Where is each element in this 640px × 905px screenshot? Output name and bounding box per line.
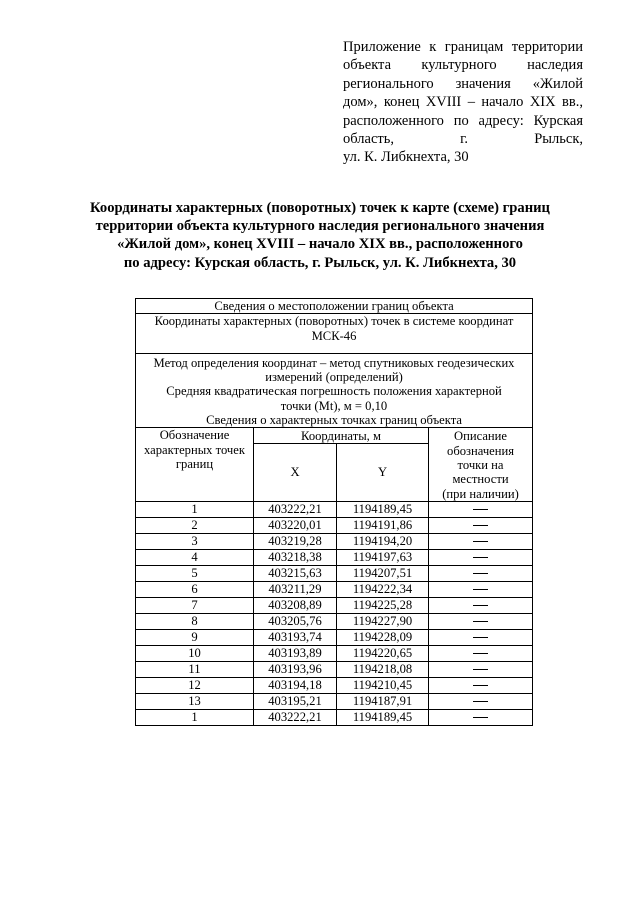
dash-mark [473,557,488,558]
description-cell [429,565,533,581]
point-number-cell: 11 [136,661,254,677]
description-cell [429,613,533,629]
y-coordinate-cell: 1194210,45 [337,677,429,693]
header-y: Y [337,444,429,501]
point-number-cell: 7 [136,597,254,613]
table-row [136,549,533,565]
annex-line: расположенного по адресу: [343,112,524,129]
section-coordinate-system: Координаты характерных (поворотных) точек в системе координат МСК-46 [136,314,533,354]
table-row [136,581,533,597]
points-info-text: Сведения о характерных точках границ объекта [206,413,462,428]
y-coordinate-cell: 1194222,34 [337,581,429,597]
table-row [136,709,533,725]
x-coordinate-cell: 403211,29 [254,581,337,597]
section-location: Сведения о местоположении границ объекта [136,299,533,314]
table-row [136,597,533,613]
dash-mark [473,589,488,590]
annex-note [343,38,583,167]
x-coordinate-cell: 403220,01 [254,517,337,533]
table-header-row [136,428,533,444]
annex-line: Приложение к границам территории [343,39,583,55]
table-section-row [136,314,533,354]
x-coordinate-cell: 403193,89 [254,645,337,661]
table-row [136,501,533,517]
header-x: X [254,444,337,501]
point-number-cell: 1 [136,501,254,517]
y-coordinate-cell: 1194225,28 [337,597,429,613]
dash-mark [473,701,488,702]
description-cell [429,645,533,661]
description-cell [429,533,533,549]
dash-mark [473,621,488,622]
annex-line: ул. К. Либкнехта, 30 [343,149,469,166]
point-number-cell: 4 [136,549,254,565]
description-cell [429,709,533,725]
method-text: Метод определения координат – метод спутниковых геодезических измерений (определений) [153,355,515,385]
y-coordinate-cell: 1194228,09 [337,629,429,645]
table-row [136,645,533,661]
point-number-cell: 1 [136,709,254,725]
table-row [136,565,533,581]
y-coordinate-cell: 1194227,90 [337,613,429,629]
dash-mark [473,685,488,686]
table-row [136,533,533,549]
header-coordinates: Координаты, м [254,428,429,444]
x-coordinate-cell: 403219,28 [254,533,337,549]
coordinates-table [135,298,533,726]
annex-line: Курская область, г. Рыльск, [343,112,584,148]
description-cell [429,661,533,677]
title-line: по адресу: Курская область, г. Рыльск, ул. К. Либкнехта, 30 [123,254,517,271]
description-cell [429,693,533,709]
section-method [136,353,533,427]
dash-mark [473,637,488,638]
description-cell [429,629,533,645]
description-cell [429,597,533,613]
dash-mark [473,653,488,654]
point-number-cell: 8 [136,613,254,629]
x-coordinate-cell: 403208,89 [254,597,337,613]
point-number-cell: 13 [136,693,254,709]
point-number-cell: 12 [136,677,254,693]
table-section-row [136,299,533,314]
dash-mark [473,669,488,670]
table-row [136,677,533,693]
x-coordinate-cell: 403215,63 [254,565,337,581]
y-coordinate-cell: 1194189,45 [337,709,429,725]
dash-mark [473,509,488,510]
y-coordinate-cell: 1194194,20 [337,533,429,549]
y-coordinate-cell: 1194197,63 [337,549,429,565]
x-coordinate-cell: 403218,38 [254,549,337,565]
dash-mark [473,605,488,606]
table-row [136,517,533,533]
annex-line: объекта культурного наследия [343,57,583,74]
description-cell [429,581,533,597]
x-coordinate-cell: 403222,21 [254,501,337,517]
description-cell [429,517,533,533]
x-coordinate-cell: 403205,76 [254,613,337,629]
header-designation: Обозначение характерных точек границ [136,428,254,501]
x-coordinate-cell: 403194,18 [254,677,337,693]
y-coordinate-cell: 1194218,08 [337,661,429,677]
x-coordinate-cell: 403222,21 [254,709,337,725]
y-coordinate-cell: 1194187,91 [337,693,429,709]
y-coordinate-cell: 1194191,86 [337,517,429,533]
y-coordinate-cell: 1194207,51 [337,565,429,581]
point-number-cell: 9 [136,629,254,645]
point-number-cell: 10 [136,645,254,661]
description-cell [429,501,533,517]
point-number-cell: 2 [136,517,254,533]
table-row [136,613,533,629]
dash-mark [473,573,488,574]
x-coordinate-cell: 403193,74 [254,629,337,645]
accuracy-text: Средняя квадратическая погрешность положения характерной точки (Mt), м = 0,10 [166,384,502,413]
y-coordinate-cell: 1194189,45 [337,501,429,517]
annex-line: дом», конец XVIII – начало XIX вв., [343,94,583,111]
title-line: Координаты характерных (поворотных) точек к карте (схеме) границ [90,200,550,216]
document-title [60,199,580,272]
point-number-cell: 6 [136,581,254,597]
y-coordinate-cell: 1194220,65 [337,645,429,661]
table-section-row [136,353,533,427]
point-number-cell: 5 [136,565,254,581]
title-line: территории объекта культурного наследия регионального значения [95,218,545,235]
table-row [136,693,533,709]
dash-mark [473,717,488,718]
x-coordinate-cell: 403195,21 [254,693,337,709]
point-number-cell: 3 [136,533,254,549]
table-row [136,629,533,645]
dash-mark [473,525,488,526]
table-row [136,661,533,677]
title-line: «Жилой дом», конец XVIII – начало XIX вв., расположенного [117,236,523,253]
x-coordinate-cell: 403193,96 [254,661,337,677]
annex-line: регионального значения «Жилой [343,75,583,92]
header-description: Описание обозначения точки на местности (при наличии) [429,428,533,501]
description-cell [429,677,533,693]
dash-mark [473,541,488,542]
description-cell [429,549,533,565]
